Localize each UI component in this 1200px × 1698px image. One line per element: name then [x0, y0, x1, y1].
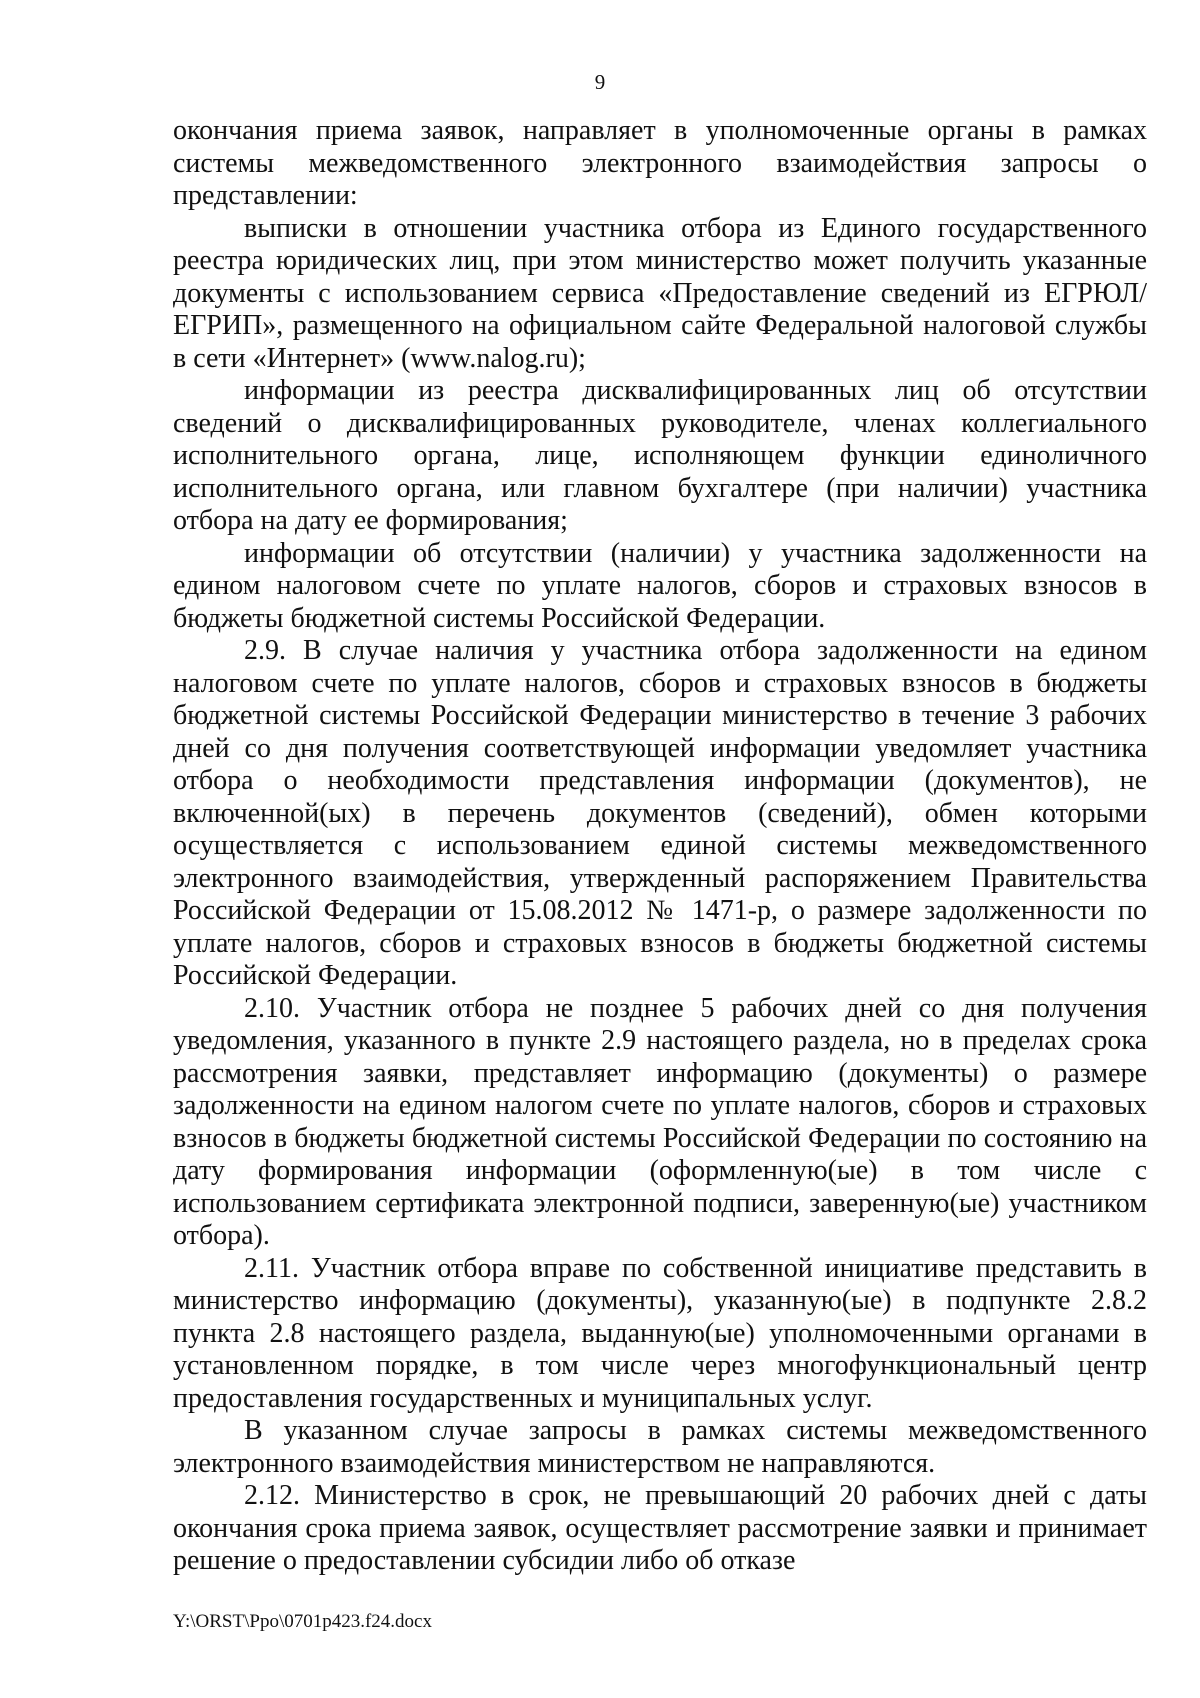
page-number: 9: [594, 70, 606, 94]
paragraph-6: 2.11. Участник отбора вправе по собственной инициативе представить в министерство информацию (документы), указанную(ые) в подпункте 2.8.2 пункта 2.8 настоящего раздела, выданную(ые) уполномоченными органами в установленном порядке, в том числе через многофункциональный центр предоставления государственных и муниципальных услуг.: [173, 1252, 1147, 1414]
paragraph-7: В указанном случае запросы в рамках системы межведомственного электронного взаимодействия министерством не направляются.: [173, 1415, 1147, 1479]
document-body: [173, 115, 1147, 1578]
paragraph-8: 2.12. Министерство в срок, не превышающий 20 рабочих дней с даты окончания срока приема заявок, осуществляет рассмотрение заявки и принимает решение о предоставлении субсидии либо об отказе: [173, 1480, 1147, 1576]
paragraph-4: 2.9. В случае наличия у участника отбора задолженности на едином налоговом счете по уплате налогов, сборов и страховых взносов в бюджеты бюджетной системы Российской Федерации министерство в течение 3 рабочих дней со дня получения соответствующей информации уведомляет участника отбора о необходимости представления информации (документов), не включенной(ых) в перечень документов (сведений), обмен которыми осуществляется с использованием единой системы межведомственного электронного взаимодействия, утвержденный распоряжением Правительства Российской Федерации от 15.08.2012 № 1471-р, о размере задолженности по уплате налогов, сборов и страховых взносов в бюджеты бюджетной системы Российской Федерации.: [173, 635, 1147, 991]
paragraph-0: окончания приема заявок, направляет в уполномоченные органы в рамках системы межведомственного электронного взаимодействия запросы о представлении:: [173, 115, 1147, 211]
paragraph-3: информации об отсутствии (наличии) у участника задолженности на едином налоговом счете по уплате налогов, сборов и страховых взносов в бюджеты бюджетной системы Российской Федерации.: [173, 537, 1147, 634]
footer-file-path: Y:\ORST\Ppo\0701p423.f24.docx: [173, 1611, 432, 1632]
paragraph-5: 2.10. Участник отбора не позднее 5 рабочих дней со дня получения уведомления, указанного в пункте 2.9 настоящего раздела, но в пределах срока рассмотрения заявки, представляет информацию (документы) о размере задолженности на едином налогом счете по уплате налогов, сборов и страховых взносов в бюджеты бюджетной системы Российской Федерации по состоянию на дату формирования информации (оформленную(ые) в том числе с использованием сертификата электронной подписи, заверенную(ые) участником отбора).: [173, 992, 1147, 1251]
paragraph-2: информации из реестра дисквалифицированных лиц об отсутствии сведений о дисквалифицированных руководителе, членах коллегиального исполнительного органа, лице, исполняющем функции единоличного исполнительного органа, или главном бухгалтере (при наличии) участника отбора на дату ее формирования;: [173, 375, 1147, 536]
paragraph-1: выписки в отношении участника отбора из Единого государственного реестра юридических лиц, при этом министерство может получить указанные документы с использованием сервиса «Предоставление сведений из ЕГРЮЛ/ЕГРИП», размещенного на официальном сайте Федеральной налоговой службы в сети «Интернет» (www.nalog.ru);: [173, 212, 1147, 374]
